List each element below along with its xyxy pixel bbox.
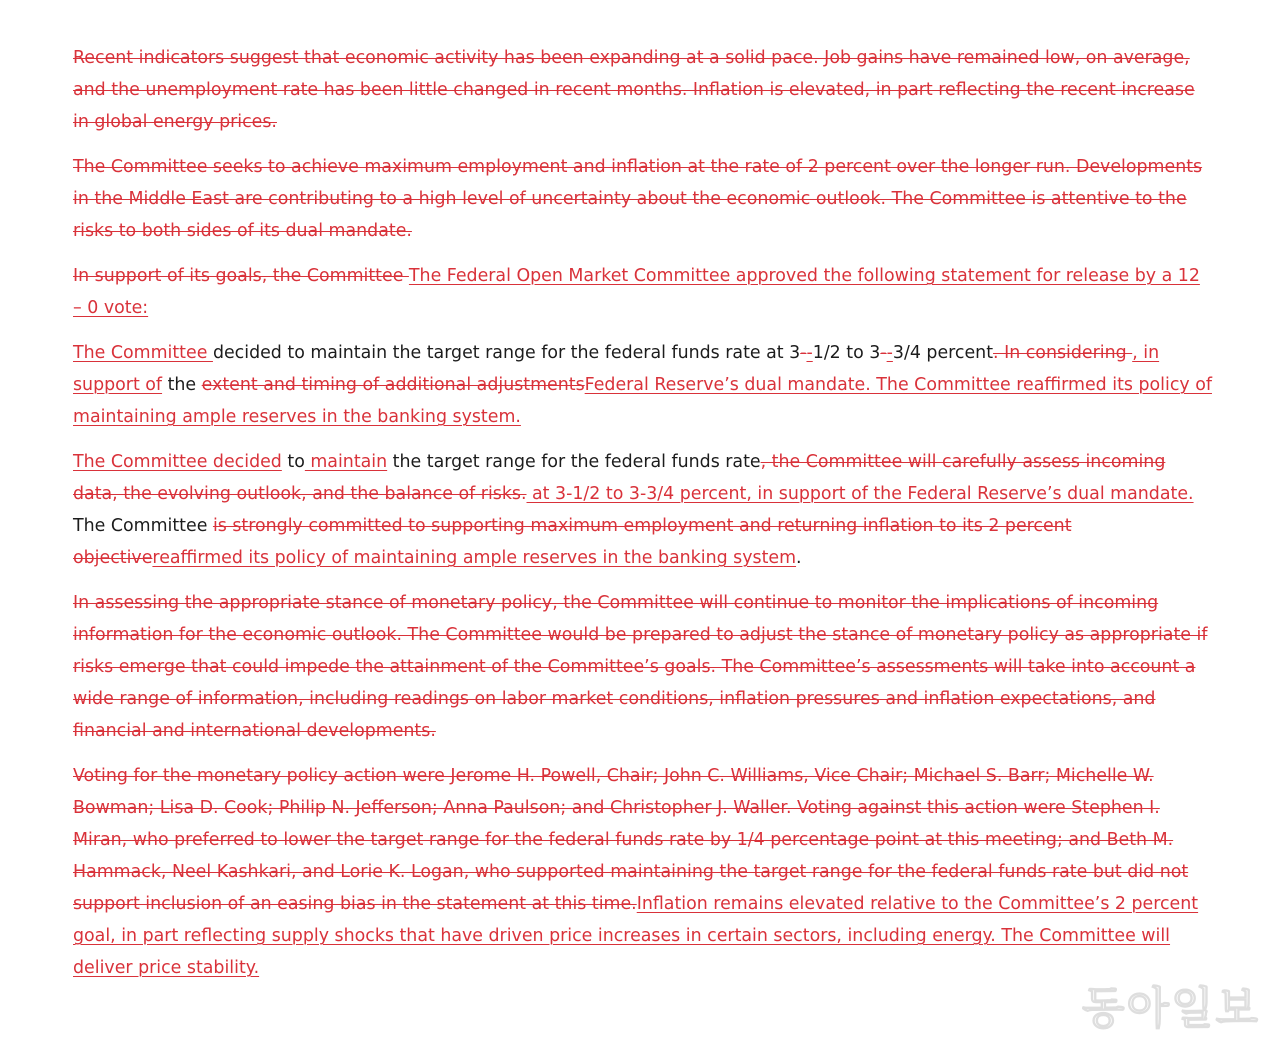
inserted-text: , in support of xyxy=(73,343,1160,395)
unchanged-text: 3/4 percent xyxy=(892,343,994,363)
inserted-text: at 3-1/2 to 3-3/4 percent, in support of the Federal Reserve’s dual mandate. xyxy=(526,484,1194,504)
unchanged-text: 1/2 to 3 xyxy=(812,343,881,363)
inserted-text: Federal Reserve’s dual mandate. The Committee reaffirmed its policy of maintaining ample reserves in the banking system. xyxy=(73,375,1212,427)
unchanged-text: to xyxy=(281,452,305,472)
inserted-text: Inflation remains elevated relative to the Committee’s 2 percent goal, in part reflecting supply shocks that have driven price increases in certain sectors, including energy. The Committee will deliver price stability. xyxy=(73,894,1199,978)
redline-document xyxy=(73,42,1213,997)
paragraph-7 xyxy=(73,760,1213,984)
unchanged-text: The Committee xyxy=(73,516,213,536)
deleted-text: is strongly committed to supporting maximum employment and returning inflation to its 2 percent objective xyxy=(73,516,1072,568)
deleted-text: In support of its goals, the Committee xyxy=(73,266,409,286)
deleted-text: - xyxy=(800,343,807,363)
newspaper-watermark: 동아일보 xyxy=(1081,983,1260,1034)
inserted-text: - xyxy=(886,343,893,363)
deleted-text: . In considering xyxy=(993,343,1133,363)
unchanged-text: . xyxy=(796,548,802,568)
paragraph-4 xyxy=(73,337,1213,433)
unchanged-text: the target range for the federal funds rate xyxy=(387,452,761,472)
deleted-text: extent and timing of additional adjustments xyxy=(201,375,585,395)
deleted-text: The Committee seeks to achieve maximum employment and inflation at the rate of 2 percent over the longer run. Developments in the Middle East are contributing to a high level of uncertainty about the economic outlook. The Committee is attentive to the risks to both sides of its dual mandate. xyxy=(73,157,1203,241)
deleted-text: Recent indicators suggest that economic activity has been expanding at a solid pace. Job gains have remained low, on average, and the unemployment rate has been little changed in recent months. Inflation is elevated, in part reflecting the recent increase in global energy prices. xyxy=(73,48,1195,132)
inserted-text: The Committee xyxy=(73,343,213,363)
unchanged-text: the xyxy=(162,375,202,395)
paragraph-6 xyxy=(73,587,1213,747)
inserted-text: - xyxy=(806,343,813,363)
unchanged-text: decided to maintain the target range for the federal funds rate at 3 xyxy=(212,343,801,363)
inserted-text: The Federal Open Market Committee approved the following statement for release by a 12 – 0 vote: xyxy=(73,266,1200,318)
paragraph-2 xyxy=(73,151,1213,247)
inserted-text: The Committee decided xyxy=(73,452,282,472)
deleted-text: In assessing the appropriate stance of monetary policy, the Committee will continue to monitor the implications of incoming information for the economic outlook. The Committee would be prepared to adjust the stance of monetary policy as appropriate if risks emerge that could impede the attainment of the Committee’s goals. The Committee’s assessments will take into account a wide range of information, including readings on labor market conditions, inflation pressures and inflation expectations, and financial and international developments. xyxy=(73,593,1208,741)
deleted-text: , the Committee will carefully assess incoming data, the evolving outlook, and the balance of risks. xyxy=(73,452,1166,504)
deleted-text: Voting for the monetary policy action were Jerome H. Powell, Chair; John C. Williams, Vice Chair; Michael S. Barr; Michelle W. Bowman; Lisa D. Cook; Philip N. Jefferson; Anna Paulson; and Christopher J. Waller. Voting against this action were Stephen I. Miran, who preferred to lower the target range for the federal funds rate by 1/4 percentage point at this meeting; and Beth M. Hammack, Neel Kashkari, and Lorie K. Logan, who supported maintaining the target range for the federal funds rate but did not support inclusion of an easing bias in the statement at this time. xyxy=(73,766,1189,914)
inserted-text: reaffirmed its policy of maintaining ample reserves in the banking system xyxy=(152,548,797,568)
inserted-text: maintain xyxy=(304,452,388,472)
deleted-text: - xyxy=(880,343,887,363)
paragraph-3 xyxy=(73,260,1213,324)
paragraph-1 xyxy=(73,42,1213,138)
paragraph-5 xyxy=(73,446,1213,574)
